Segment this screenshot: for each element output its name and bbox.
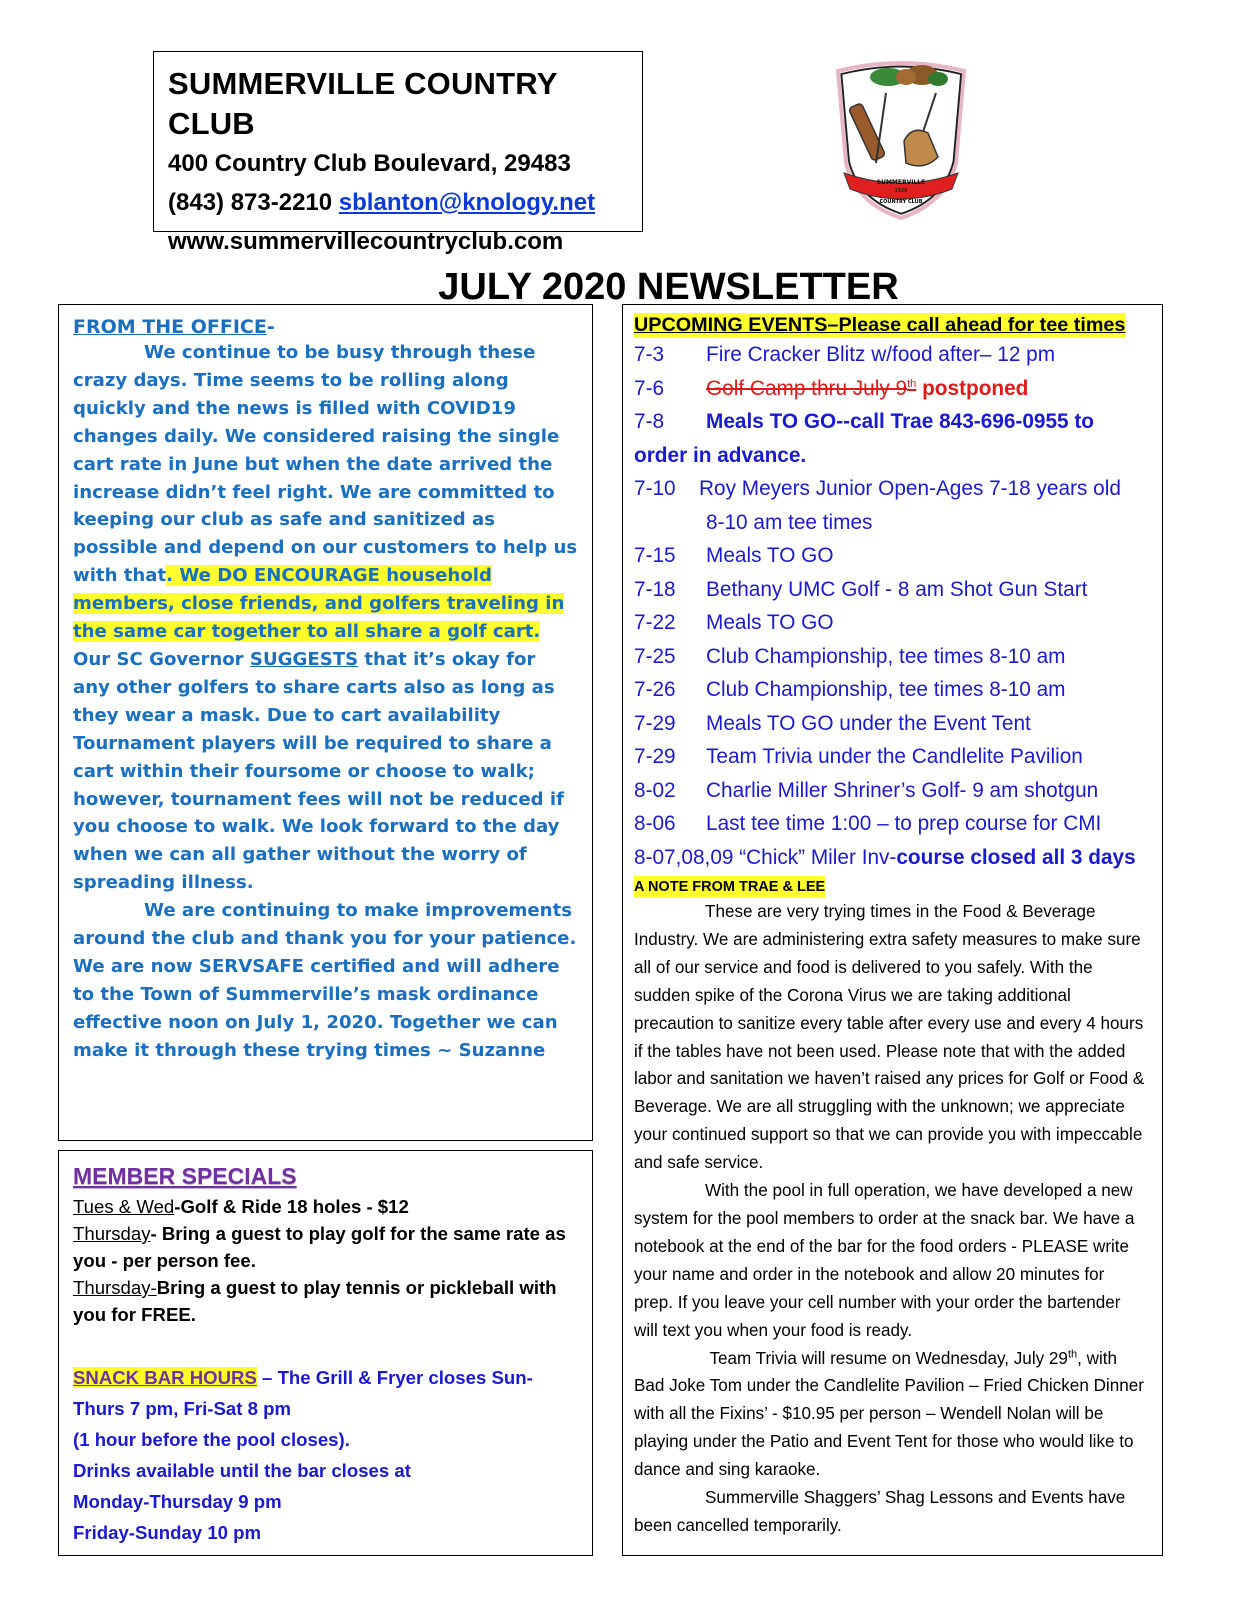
- snack-bar-line: Friday-Sunday 10 pm: [73, 1522, 262, 1543]
- event-item: 7-15 Meals TO GO: [634, 544, 834, 567]
- snack-bar-line: Drinks available until the bar closes at: [73, 1460, 411, 1481]
- special-item: Tues & Wed-Golf & Ride 18 holes - $12: [73, 1196, 409, 1217]
- snack-bar-line: Monday-Thursday 9 pm: [73, 1491, 282, 1512]
- office-paragraph-2: We are continuing to make improvements around the club and thank you for your patience. We are now SERVSAFE certified and will adhere to the Town of Summerville’s mask ordinance effective noon on July 1, 2020. Together we can make it through these trying times ~ Suzanne: [73, 900, 577, 1061]
- event-item: 7-29 Team Trivia under the Candlelite Pavilion: [634, 745, 1083, 768]
- member-specials-heading: MEMBER SPECIALS: [73, 1163, 297, 1189]
- event-item: 7-8 Meals TO GO--call Trae 843-696-0955 to: [634, 410, 1095, 433]
- logo-year: 1926: [894, 188, 908, 194]
- club-phone: (843) 873-2210: [168, 189, 333, 216]
- snack-bar-hours: SNACK BAR HOURS – The Grill & Fryer closes Sun-Thurs 7 pm, Fri-Sat 8 pm: [73, 1367, 533, 1419]
- club-address: 400 Country Club Boulevard, 29483: [168, 150, 571, 177]
- office-highlight: . We DO ENCOURAGE household members, close friends, and golfers traveling in the same car together to all share a golf cart.: [73, 565, 565, 643]
- event-item: 8-07,08,09 “Chick” Miler Inv-course closed all 3 days: [634, 845, 1136, 869]
- special-item: Thursday-Bring a guest to play tennis or pickleball with you for FREE.: [73, 1277, 557, 1325]
- note-paragraph: With the pool in full operation, we have developed a new system for the pool members to order at the snack bar. We have a notebook at the end of the bar for the food orders - PLEASE write your name and order in the notebook and allow 20 minutes for prep. If you leave your cell number with your order the bartender will text you when your food is ready.: [634, 1181, 1135, 1340]
- club-contact: [168, 183, 642, 222]
- special-item: Thursday- Bring a guest to play golf for the same rate as you - per person fee.: [73, 1223, 566, 1271]
- event-item: 7-26 Club Championship, tee times 8-10 am: [634, 678, 1066, 701]
- note-heading: A NOTE FROM TRAE & LEE: [634, 876, 825, 898]
- club-website[interactable]: www.summervillecountryclub.com: [168, 228, 564, 255]
- event-item: 7-3 Fire Cracker Blitz w/food after– 12 pm: [634, 343, 1056, 366]
- event-item: 8-02 Charlie Miller Shriner’s Golf- 9 am shotgun: [634, 778, 1099, 802]
- event-item: 7-25 Club Championship, tee times 8-10 am: [634, 644, 1066, 668]
- note-paragraph: Team Trivia will resume on Wednesday, July 29th, with Bad Joke Tom under the Candlelite Pavilion – Fried Chicken Dinner with all the Fixins’ - $10.95 per person – Wendell Nolan will be playing under the Patio and Event Tent for those who would like to dance and sing karaoke.: [634, 1347, 1144, 1480]
- newsletter-title: JULY 2020 NEWSLETTER: [438, 266, 899, 308]
- event-item: 7-6 Golf Camp thru July 9th postponed: [634, 376, 1029, 400]
- event-item: 8-06 Last tee time 1:00 – to prep course for CMI: [634, 812, 1102, 835]
- snack-bar-line: (1 hour before the pool closes).: [73, 1429, 350, 1450]
- logo-subtext: COUNTRY CLUB: [879, 199, 923, 205]
- event-item: 7-18 Bethany UMC Golf - 8 am Shot Gun Start: [634, 577, 1088, 601]
- club-logo: [826, 53, 976, 223]
- member-specials-section: [58, 1150, 593, 1556]
- office-heading: FROM THE OFFICE-: [73, 316, 275, 338]
- events-section: [622, 304, 1163, 1556]
- event-item: 7-22 Meals TO GO: [634, 611, 834, 634]
- event-item-cont: order in advance.: [634, 443, 807, 467]
- office-section: [58, 304, 593, 1141]
- club-name: SUMMERVILLE COUNTRY CLUB: [168, 66, 558, 141]
- logo-banner-text: SUMMERVILLE: [876, 179, 926, 186]
- event-item: 7-10 Roy Meyers Junior Open-Ages 7-18 years old: [634, 477, 1121, 500]
- event-item-cont: 8-10 am tee times: [706, 510, 873, 534]
- note-paragraph: Summerville Shaggers’ Shag Lessons and Events have been cancelled temporarily.: [634, 1488, 1126, 1535]
- note-paragraph: These are very trying times in the Food & Beverage Industry. We are administering extra safety measures to make sure all of our service and food is delivered to you safely. With the sudden spike of the Corona Virus we are taking additional precaution to sanitize every table after every use and every 4 hours if the tables have not been used. Please note that with the added labor and sanitation we haven’t raised any prices for Golf or Food & Beverage. We are all struggling with the unknown; we appreciate your continued support so that we can provide you with impeccable and safe service.: [634, 902, 1145, 1173]
- office-paragraph-1: We continue to be busy through these crazy days. Time seems to be rolling along quickly and the news is filled with COVID19 changes daily. We considered raising the single cart rate in June but when the date arrived the increase didn’t feel right. We are committed to keeping our club as safe and sanitized as possible and depend on our customers to help us with that. We DO ENCOURAGE household members, close friends, and golfers traveling in the same car together to all share a golf cart. Our SC Governor SUGGESTS that it’s okay for any other golfers to share carts also as long as they wear a mask. Due to cart availability Tournament players will be required to share a cart within their foursome or choose to walk; however, tournament fees will not be reduced if you choose to walk. We look forward to the day when we can all gather without the worry of spreading illness.: [73, 342, 578, 894]
- email-link[interactable]: sblanton@knology.net: [338, 189, 596, 216]
- events-heading: UPCOMING EVENTS–Please call ahead for tee times: [634, 314, 1126, 336]
- club-header: [153, 51, 643, 255]
- event-item: 7-29 Meals TO GO under the Event Tent: [634, 711, 1031, 735]
